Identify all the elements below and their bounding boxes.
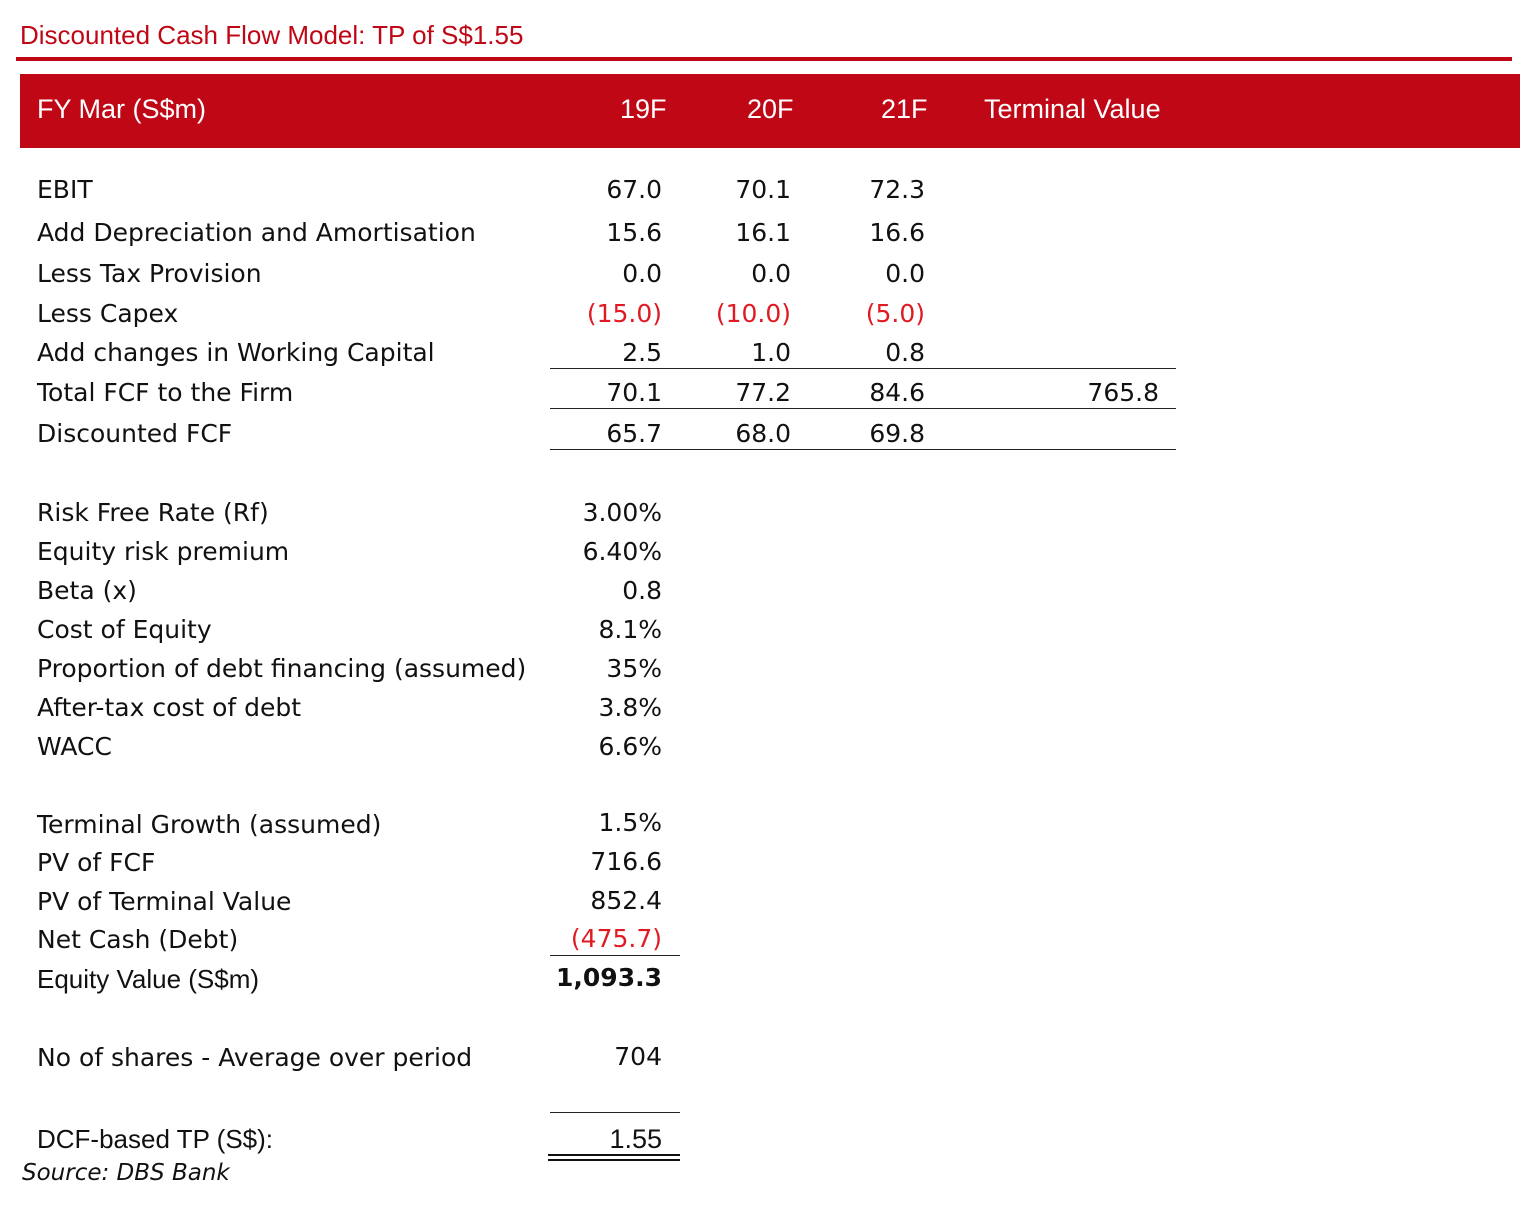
equity-value-label: Equity Value (S$m) <box>37 964 260 994</box>
shares-value: 704 <box>614 1042 662 1071</box>
row-label: EBIT <box>37 175 93 204</box>
table-rule <box>550 1112 680 1113</box>
cell-value: 1.0 <box>751 338 791 367</box>
cell-value: 716.6 <box>590 847 662 876</box>
cell-value: 70.1 <box>606 378 662 407</box>
cell-value: 3.8% <box>598 693 662 722</box>
cell-value: 6.40% <box>582 537 662 566</box>
tp-label: DCF-based TP (S$): <box>37 1124 274 1154</box>
cell-value: 15.6 <box>606 218 662 247</box>
cell-value: 0.0 <box>622 259 662 288</box>
row-label: Risk Free Rate (Rf) <box>37 498 269 527</box>
cell-value: 16.6 <box>869 218 925 247</box>
table-header <box>20 74 1520 148</box>
table-rule <box>550 368 1176 369</box>
equity-value: 1,093.3 <box>556 963 662 992</box>
double-underline <box>548 1154 680 1156</box>
tp-value: 1.55 <box>609 1124 662 1154</box>
row-label: Proportion of debt financing (assumed) <box>37 654 527 683</box>
row-label: Equity risk premium <box>37 537 290 566</box>
row-label: Add Depreciation and Amortisation <box>37 218 476 247</box>
row-label: WACC <box>37 732 112 761</box>
row-label: After-tax cost of debt <box>37 693 302 722</box>
row-label: Cost of Equity <box>37 615 212 644</box>
cell-value: 0.8 <box>885 338 925 367</box>
header-col-20f: 20F <box>747 94 794 124</box>
row-label: Total FCF to the Firm <box>37 378 294 407</box>
shares-label: No of shares - Average over period <box>37 1043 473 1072</box>
cell-value: 84.6 <box>869 378 925 407</box>
cell-value-negative: (10.0) <box>715 299 791 328</box>
cell-value: 77.2 <box>735 378 791 407</box>
title-divider <box>16 57 1512 61</box>
double-underline <box>548 1159 680 1161</box>
cell-value: 72.3 <box>869 175 925 204</box>
cell-value: 68.0 <box>735 419 791 448</box>
row-label: Net Cash (Debt) <box>37 925 239 954</box>
table-rule <box>550 955 680 956</box>
cell-value: 65.7 <box>606 419 662 448</box>
cell-value-negative: (15.0) <box>586 299 662 328</box>
header-col-terminal: Terminal Value <box>984 94 1161 124</box>
cell-value: 16.1 <box>735 218 791 247</box>
cell-value: 2.5 <box>622 338 662 367</box>
cell-value: 35% <box>606 654 662 683</box>
cell-value: 8.1% <box>598 615 662 644</box>
row-label: Add changes in Working Capital <box>37 338 435 367</box>
row-label: PV of Terminal Value <box>37 887 292 916</box>
row-label: Less Tax Provision <box>37 259 262 288</box>
header-col-19f: 19F <box>620 94 667 124</box>
row-label: Less Capex <box>37 299 179 328</box>
row-label: Terminal Growth (assumed) <box>37 810 382 839</box>
source-note: Source: DBS Bank <box>22 1160 230 1186</box>
cell-value: 69.8 <box>869 419 925 448</box>
row-label: PV of FCF <box>37 848 156 877</box>
cell-value-negative: (5.0) <box>865 299 925 328</box>
cell-value: 0.0 <box>885 259 925 288</box>
header-label: FY Mar (S$m) <box>37 94 207 124</box>
cell-value-negative: (475.7) <box>570 924 662 953</box>
cell-value: 6.6% <box>598 732 662 761</box>
row-label: Discounted FCF <box>37 419 233 448</box>
cell-value: 3.00% <box>582 498 662 527</box>
table-rule <box>550 408 1176 409</box>
cell-value: 0.0 <box>751 259 791 288</box>
row-label: Beta (x) <box>37 576 137 605</box>
cell-value-terminal: 765.8 <box>1087 378 1159 407</box>
cell-value: 0.8 <box>622 576 662 605</box>
table-rule <box>550 449 1176 450</box>
page-title: Discounted Cash Flow Model: TP of S$1.55 <box>20 20 524 50</box>
cell-value: 1.5% <box>598 808 662 837</box>
cell-value: 852.4 <box>590 886 662 915</box>
header-col-21f: 21F <box>881 94 928 124</box>
cell-value: 67.0 <box>606 175 662 204</box>
cell-value: 70.1 <box>735 175 791 204</box>
